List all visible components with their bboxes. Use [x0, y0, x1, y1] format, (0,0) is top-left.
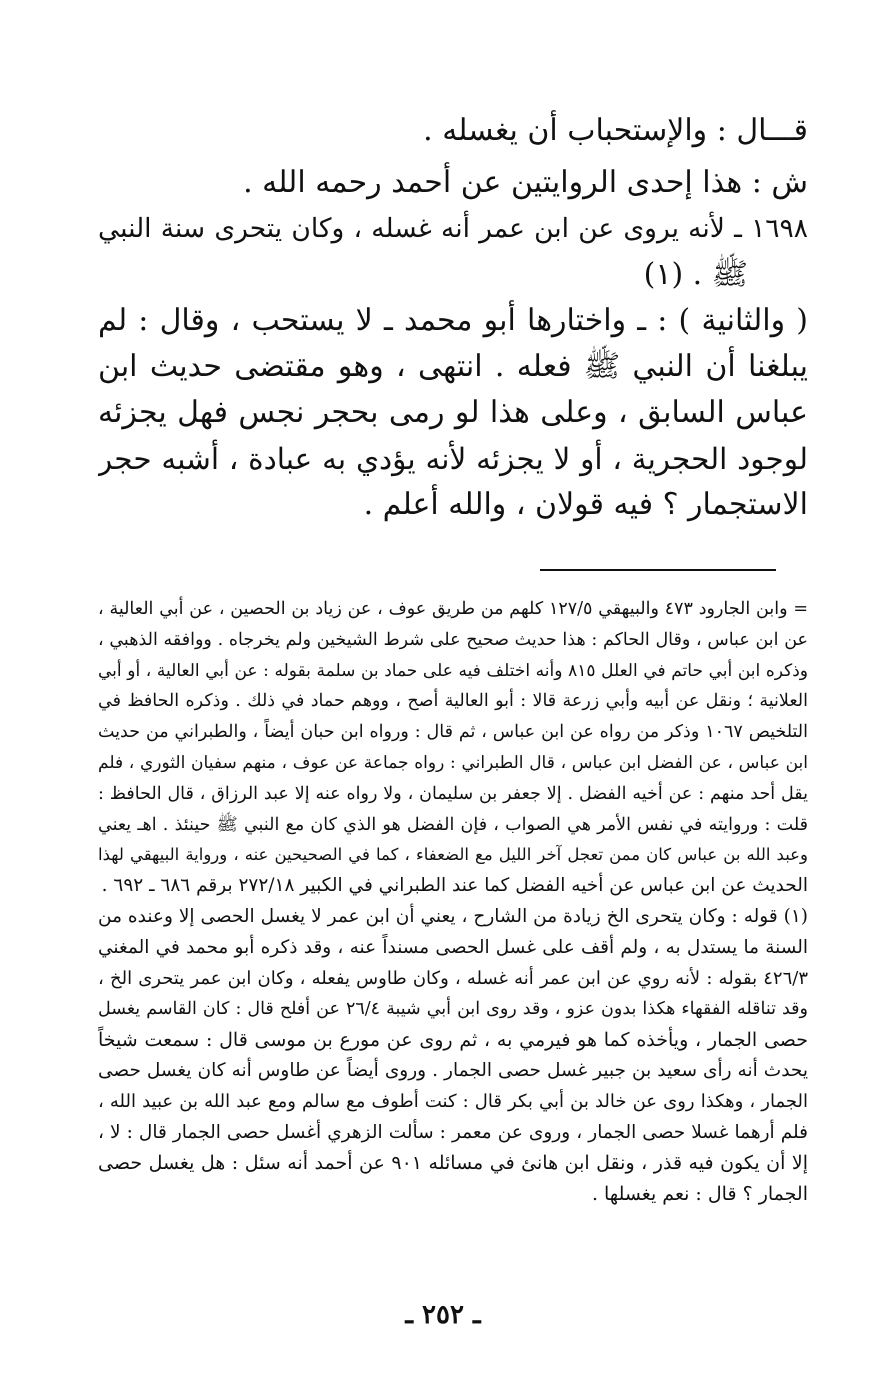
footnote-line: قلت : وروايته في نفس الأمر هي الصواب ، فإن الفضل هو الذي كان مع النبي ﷺ حينئذ . اهـ يعني: [98, 814, 808, 835]
footnote-line: فلم أرهما غسلا حصى الجمار ، وروى عن معمر : سألت الزهري أغسل حصى الجمار قال : لا ،: [98, 1121, 808, 1143]
main-line: لوجود الحجرية ، أو لا يجزئه لأنه يؤدي به عبادة ، أشبه حجر: [98, 442, 808, 476]
footnote-line: العلانية ؛ ونقل عن أبيه وأبي زرعة قالا : أبو العالية أصح ، ووهم حماد في ذلك . وذكره الحافظ في: [98, 691, 808, 712]
main-line: ﷺ . (١): [643, 257, 748, 292]
main-text: [98, 108, 808, 528]
footnote-line: وقد تناقله الفقهاء هكذا بدون عزو ، وقد روى ابن أبي شيبة ٢٦/٤ عن أفلح قال : كان القاسم يغسل: [98, 999, 808, 1020]
footnote-line: = وابن الجارود ٤٧٣ والبيهقي ١٢٧/٥ كلهم من طريق عوف ، عن زياد بن الحصين ، عن أبي العالية ،: [98, 599, 808, 619]
footnote-separator: [540, 569, 776, 571]
footnote-line: يحدث أنه رأى سعيد بن جبير غسل حصى الجمار . وروى أيضاً عن طاوس أنه كان يغسل حصى: [98, 1059, 808, 1081]
main-line: ١٦٩٨ ـ لأنه يروى عن ابن عمر أنه غسله ، وكان يتحرى سنة النبي: [98, 213, 808, 244]
footnote-line: السنة ما يستدل به ، ولم أقف على غسل الحصى مسنداً عنه ، وقد ذكره أبو محمد في المغني: [98, 936, 808, 958]
main-line: ( والثانية ) : ـ واختارها أبو محمد ـ لا يستحب ، وقال : لم: [98, 303, 808, 338]
footnote-line: إلا أن يكون فيه قذر ، ونقل ابن هانئ في مسائله ٩٠١ عن أحمد أنه سئل : هل يغسل حصى: [98, 1152, 808, 1175]
footnote-line: عن ابن عباس ، وقال الحاكم : هذا حديث صحيح على شرط الشيخين ولم يخرجاه . ووافقه الذهبي ،: [98, 629, 808, 650]
footnote-line: ٤٢٦/٣ بقوله : لأنه روي عن ابن عمر أنه غسله ، وكان طاوس يفعله ، وكان ابن عمر يتحرى الخ ،: [98, 967, 808, 989]
main-line: قـــال : والإستحباب أن يغسله .: [423, 113, 808, 148]
footnote-line: يقل أحد منهم : عن أخيه الفضل . إلا جعفر بن سليمان ، ولا رواه عنه إلا عبد الرزاق ، قال الحافظ :: [98, 783, 808, 804]
main-line: عباس السابق ، وعلى هذا لو رمى بحجر نجس فهل يجزئه: [98, 395, 808, 430]
footnotes: [98, 594, 808, 1210]
footnote-line: الجمار ، وهكذا روى عن خالد بن أبي بكر قال : كنت أطوف مع سالم ومع عبد الله بن عبيد الله ،: [98, 1090, 808, 1112]
main-line: ش : هذا إحدى الروايتين عن أحمد رحمه الله .: [243, 165, 808, 200]
footnote-line: الجمار ؟ قال : نعم يغسلها .: [591, 1183, 808, 1206]
main-line: الاستجمار ؟ فيه قولان ، والله أعلم .: [363, 487, 808, 522]
footnote-line: التلخيص ١٠٦٧ وذكر من رواه عن ابن عباس ، ثم قال : ورواه ابن حبان أيضاً ، والطبراني من حديث: [98, 722, 808, 743]
page-number: ـ ٢٥٢ ـ: [405, 1300, 481, 1330]
main-line: يبلغنا أن النبي ﷺ فعله . انتهى ، وهو مقتضى حديث ابن: [98, 349, 808, 384]
footnote-line: الحديث عن ابن عباس عن أخيه الفضل كما عند الطبراني في الكبير ٢٧٢/١٨ برقم ٦٨٦ ـ ٦٩٢ .: [101, 875, 808, 897]
footnote-line: حصى الجمار ، ويأخذه كما هو فيرمي به ، ثم روى عن مورع بن موسى قال : سمعت شيخاً: [98, 1029, 808, 1052]
footnote-line: وعبد الله بن عباس كان ممن تعجل آخر الليل مع الضعفاء ، كما في الصحيحين عنه ، ورواية البيهقي لهذا: [98, 845, 808, 865]
footnote-line: (١) قوله : وكان يتحرى الخ زيادة من الشارح ، يعني أن ابن عمر لا يغسل الحصى إلا وعنده من: [98, 905, 808, 927]
footnote-line: وذكره ابن أبي حاتم في العلل ٨١٥ وأنه اختلف فيه على حماد بن سلمة بقوله : عن أبي العالية ، أو أبي: [98, 660, 808, 681]
footnote-line: ابن عباس ، عن الفضل ابن عباس ، قال الطبراني : رواه جماعة عن عوف ، منهم سفيان الثوري ، فلم: [98, 752, 808, 773]
